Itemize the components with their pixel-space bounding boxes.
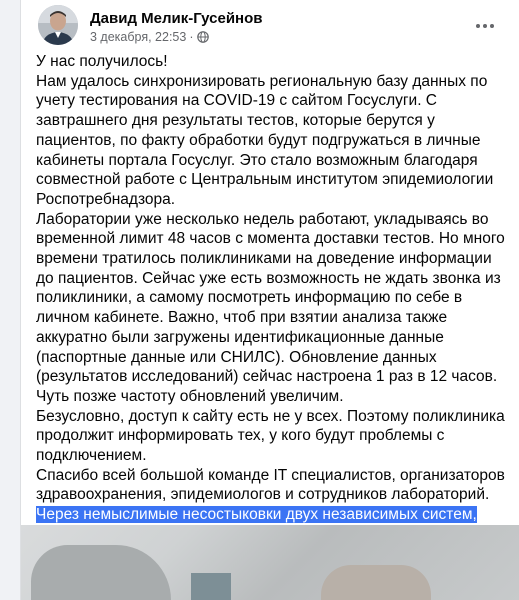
post-date[interactable]: 3 декабря, 22:53 <box>90 30 187 44</box>
post-meta <box>90 30 209 46</box>
photo-shape <box>31 545 171 600</box>
selected-text[interactable]: Через немыслимые несостыковки двух независимых систем, <box>36 506 477 543</box>
post-paragraph: Лаборатории уже несколько недель работают, укладываясь во временной лимит 48 часов с момента доставки тестов. Но много времени тратилось поликлиниками на доведение информации до пациентов. Сейчас уже есть возможность не ждать звонка из поликлиники, а самому посмотреть информацию по себе в личном кабинете. Важно, чтоб при взятии анализа также аккуратно были загружены идентификационные данные (паспортные данные или СНИЛС). Обновление данных (результатов исследований) сейчас настроена 1 раз в 12 часов. Чуть позже частоту обновлений увеличим. <box>36 210 505 405</box>
text-segment: Спасибо всей большой команде IT специалистов, организаторов здравоохранения, эпидемиологов и сотрудников лабораторий. <box>36 466 505 504</box>
post-text <box>36 52 508 564</box>
avatar[interactable] <box>38 5 78 45</box>
photo-shape <box>191 573 231 600</box>
post-card <box>20 0 519 600</box>
post-header <box>38 5 508 45</box>
post-paragraph: У нас получилось! Нам удалось синхронизировать региональную базу данных по учету тестирования на COVID-19 с сайтом Госуслуги. С завтрашнего дня результаты тестов, которые берутся у пациентов, по факту обработки будут подгружаться в личные кабинеты портала Госуслуг. Это стало возможным благодаря совместной работе с Центральным институтом эпидемиологии Роспотребнадзора. <box>36 53 494 208</box>
post-photo[interactable] <box>21 525 519 600</box>
author-name[interactable]: Давид Мелик-Гусейнов <box>90 10 263 27</box>
post-paragraph: Безусловно, доступ к сайту есть не у всех. Поэтому поликлиника продолжит информировать тех, у кого будут проблемы с подключением. <box>36 407 505 465</box>
globe-icon[interactable] <box>197 31 209 46</box>
more-dots-icon[interactable] <box>472 13 498 39</box>
photo-shape <box>321 565 431 600</box>
meta-separator: · <box>189 30 194 44</box>
